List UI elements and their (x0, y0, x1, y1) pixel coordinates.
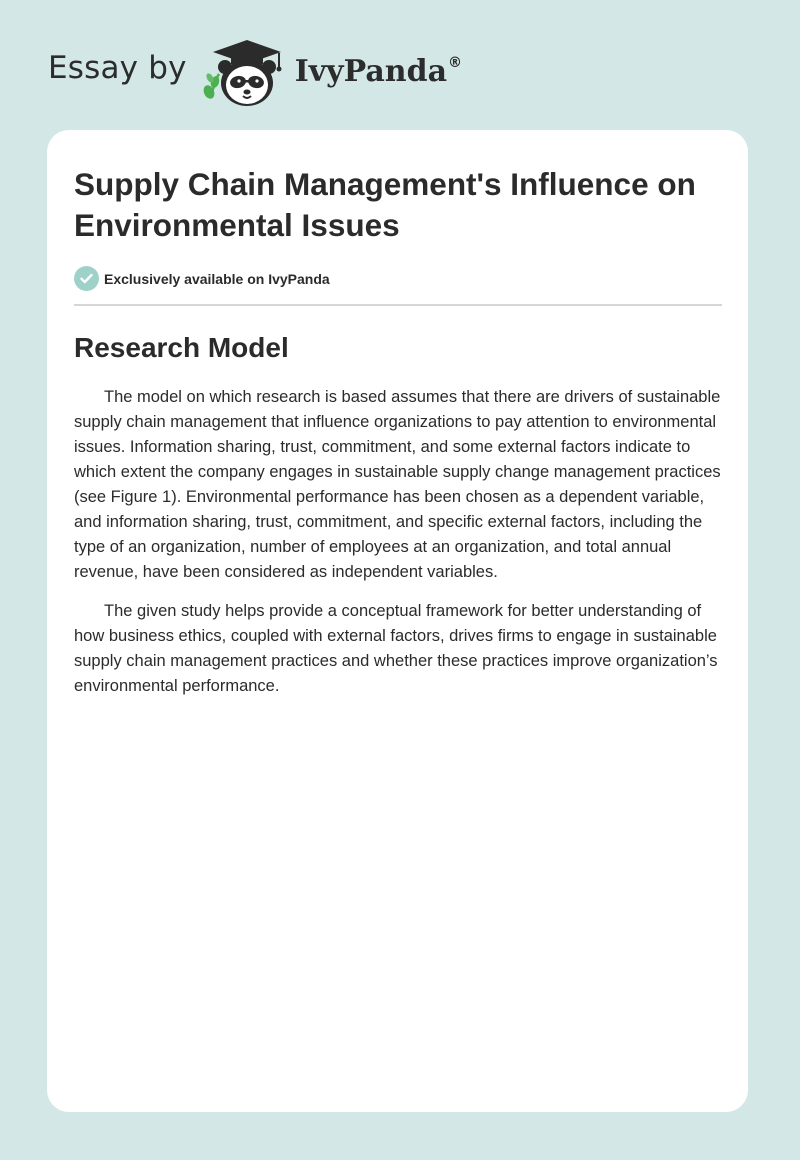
essay-title: Supply Chain Management's Influence on Environmental Issues (74, 166, 696, 243)
body-paragraph: The given study helps provide a conceptual framework for better understanding of how business ethics, coupled with external factors, drives firms to engage in sustainable supply chain management practices and whether these practices improve organization’s environmental performance. (74, 602, 718, 695)
panda-graduate-logo-icon[interactable] (201, 36, 293, 108)
exclusive-text: Exclusively available on IvyPanda (104, 270, 330, 287)
essay-card (47, 130, 748, 1112)
essay-by-label: Essay by (48, 50, 187, 86)
section-heading: Research Model (74, 332, 289, 363)
site-header (48, 36, 462, 108)
body-paragraph: The model on which research is based assumes that there are drivers of sustainable supply chain management that influence organizations to pay attention to environmental issues. Information sharing, trust, commitment, and some external factors indicate to which extent the company engages in sustainable supply change management practices (see Figure 1). Environmental performance has been chosen as a dependent variable, and information sharing, trust, commitment, and specific external factors, including the type of an organization, number of employees at an organization, and total annual revenue, have been considered as independent variables. (74, 388, 721, 581)
exclusive-badge (74, 266, 722, 306)
registered-mark: ® (448, 54, 463, 71)
brand-name[interactable] (295, 54, 462, 89)
check-circle-icon (74, 266, 99, 291)
brand-name-text: IvyPanda (294, 53, 448, 89)
